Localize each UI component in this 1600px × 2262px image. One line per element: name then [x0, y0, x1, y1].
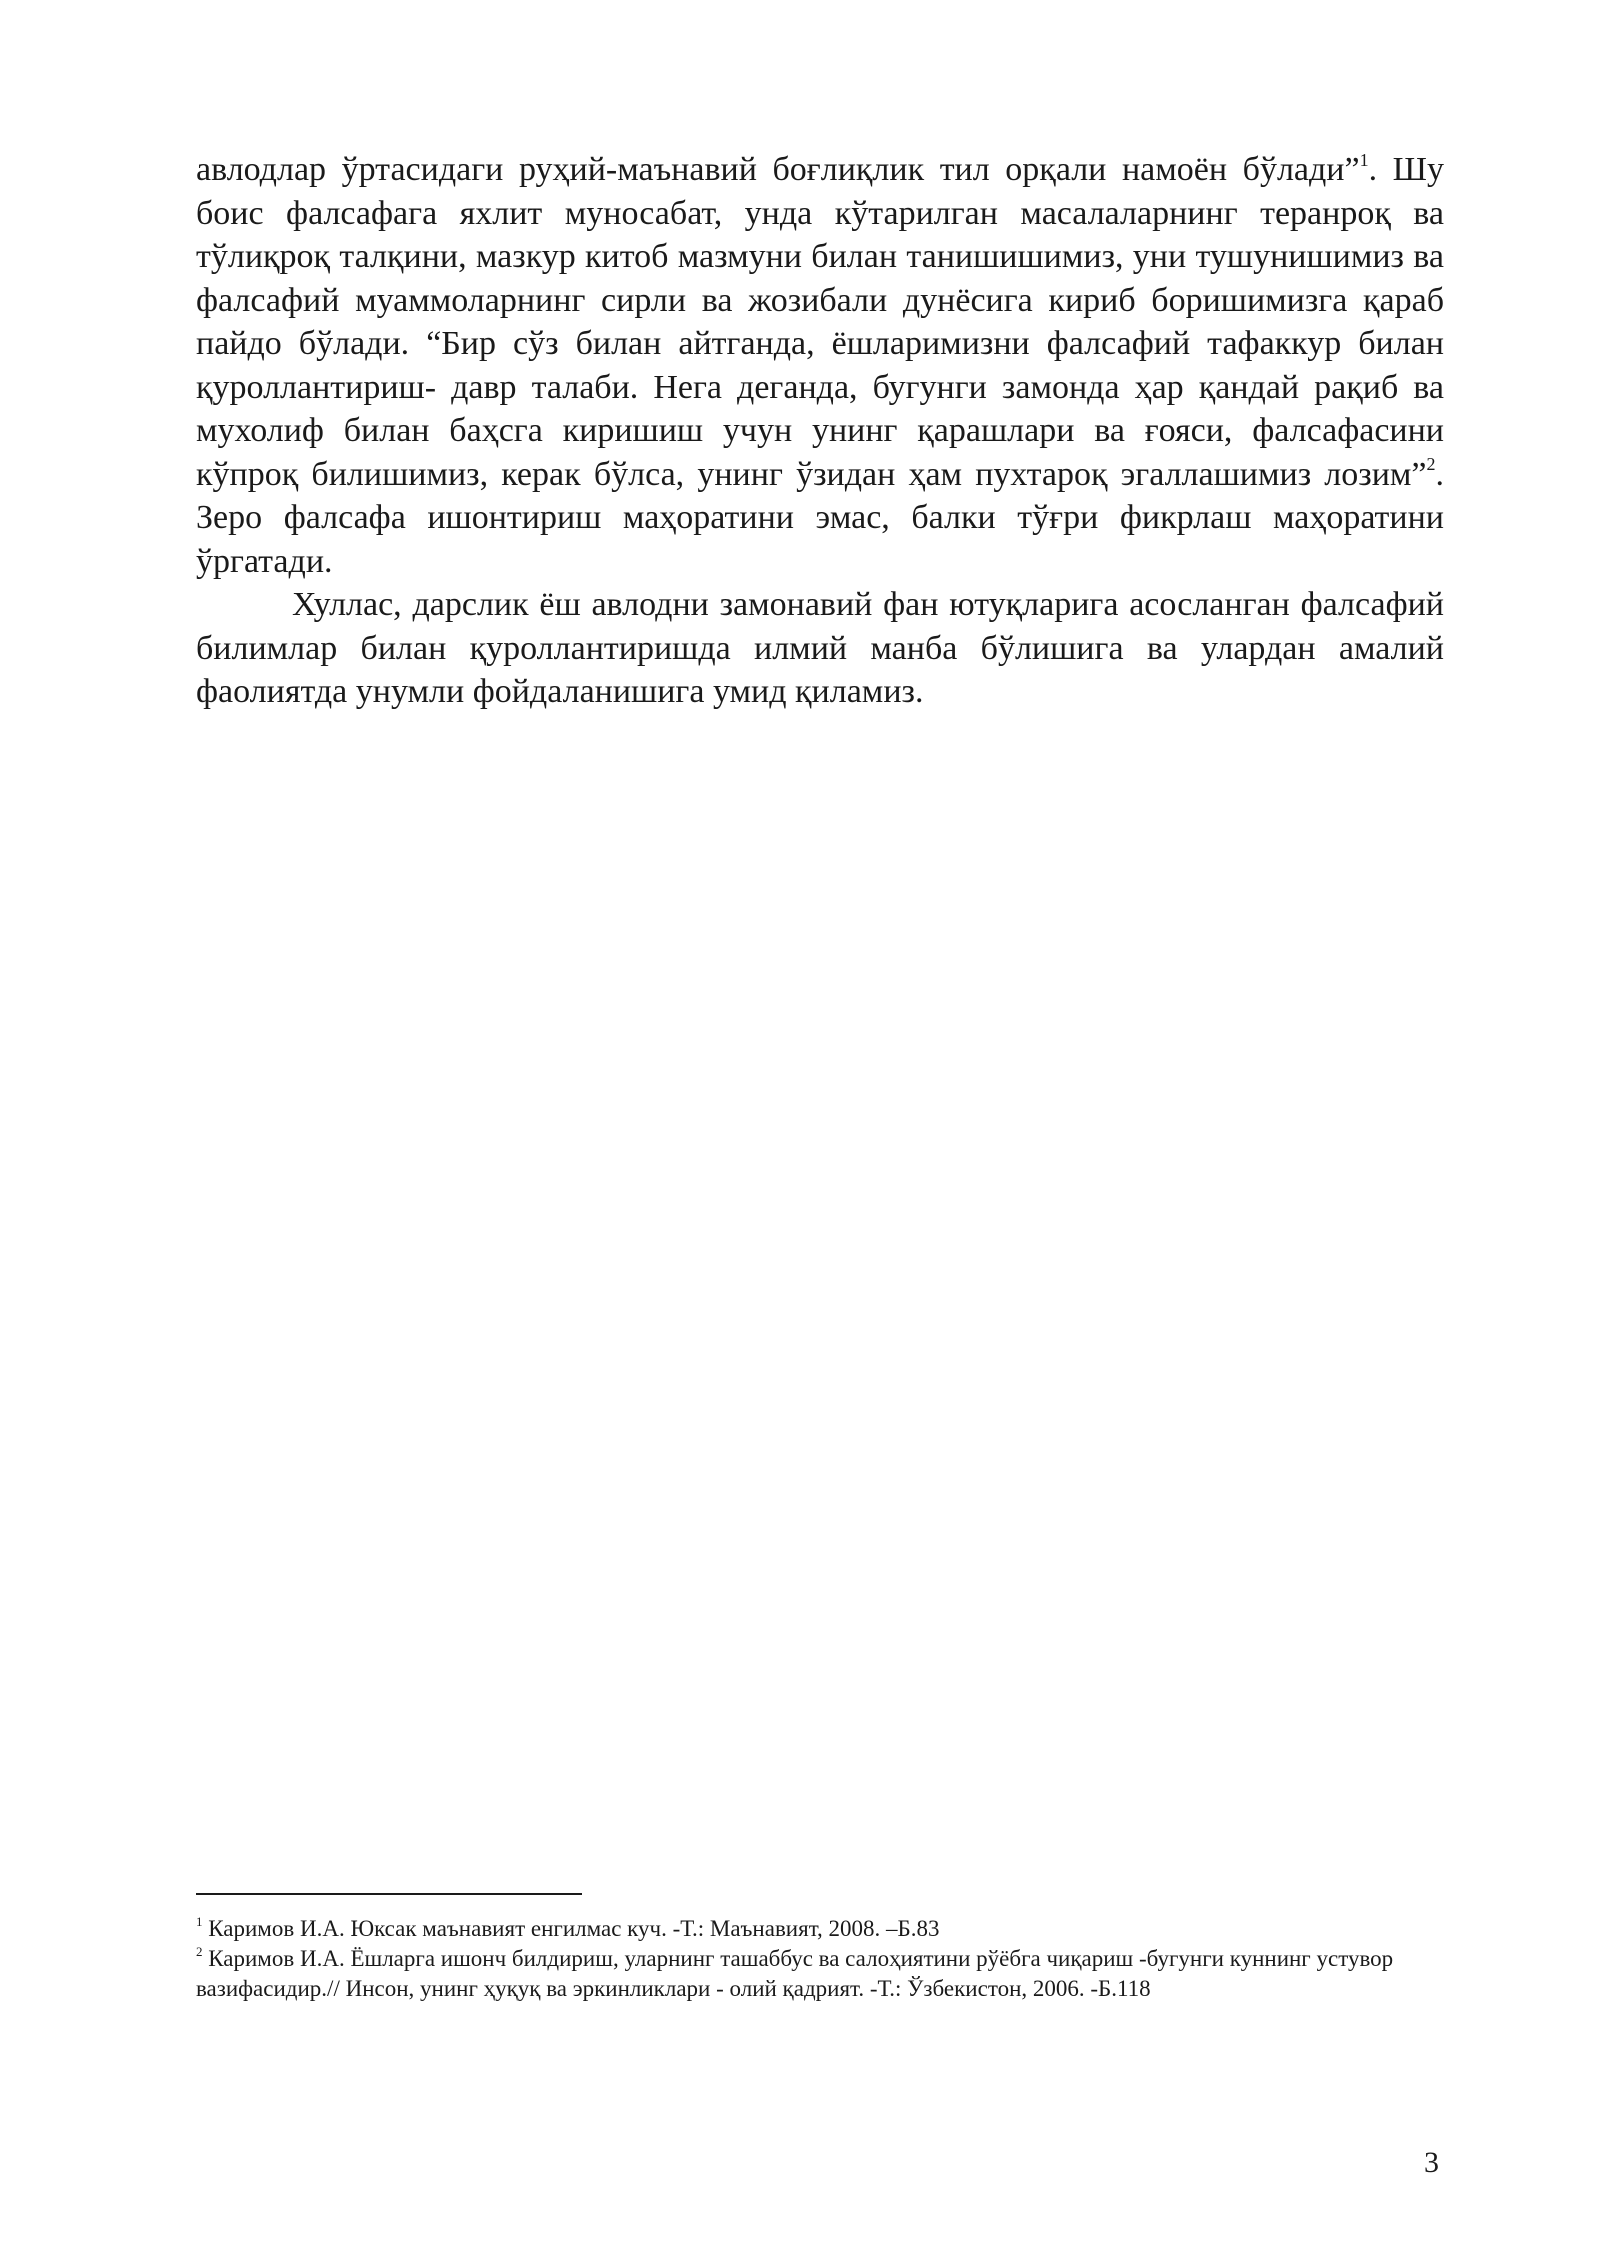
- footnote-ref-2[interactable]: 2: [1426, 454, 1436, 475]
- paragraph-1-text-c: . Зеро фалсафа ишонтириш маҳоратини эмас, балки тўғри фикрлаш маҳоратини ўргатади.: [196, 455, 1444, 580]
- footnote-2: [196, 1944, 1446, 2004]
- footnotes: [196, 1914, 1446, 2004]
- paragraph-1-text-a: авлодлар ўртасидаги руҳий-маънавий боғлиқлик тил орқали намоён бўлади”: [196, 151, 1360, 188]
- main-text: [196, 148, 1444, 714]
- footnote-1-marker: 1: [196, 1914, 203, 1930]
- footnote-1: [196, 1914, 1446, 1944]
- footnote-2-text: Каримов И.А. Ёшларга ишонч билдириш, уларнинг ташаббус ва салоҳиятини рўёбга чиқариш -бугунги куннинг устувор вазифасидир.// Инсон, унинг ҳуқуқ ва эркинликлари - олий қадрият. -Т.: Ўзбекистон, 2006. -Б.118: [196, 1946, 1394, 2001]
- body-paragraph-1: [196, 148, 1444, 583]
- paragraph-1-text-b: . Шу боис фалсафага яхлит муносабат, унда кўтарилган масалаларнинг теранроқ ва тўлиқроқ талқини, мазкур китоб мазмуни билан танишишимиз, уни тушунишимиз ва фалсафий муаммоларнинг сирли ва жозибали дунёсига кириб боришимизга қараб пайдо бўлади. “Бир сўз билан айтганда, ёшларимизни фалсафий тафаккур билан қуроллантириш- давр талаби. Нега деганда, бугунги замонда ҳар қандай рақиб ва мухолиф билан баҳсга киришиш учун унинг қарашлари ва ғояси, фалсафасини кўпроқ билишимиз, керак бўлса, унинг ўзидан ҳам пухтароқ эгаллашимиз лозим”: [196, 151, 1444, 493]
- body-paragraph-2: Хуллас, дарслик ёш авлодни замонавий фан ютуқларига асосланган фалсафий билимлар билан қуроллантиришда илмий манба бўлишига ва улардан амалий фаолиятда унумли фойдаланишига умид қиламиз.: [196, 586, 1444, 710]
- page-number: 3: [1424, 2146, 1439, 2179]
- footnote-separator: [196, 1893, 582, 1895]
- footnote-2-marker: 2: [196, 1944, 203, 1960]
- footnote-1-text: Каримов И.А. Юксак маънавият енгилмас куч. -Т.: Маънавият, 2008. –Б.83: [202, 1916, 940, 1941]
- footnote-ref-1[interactable]: 1: [1359, 149, 1369, 170]
